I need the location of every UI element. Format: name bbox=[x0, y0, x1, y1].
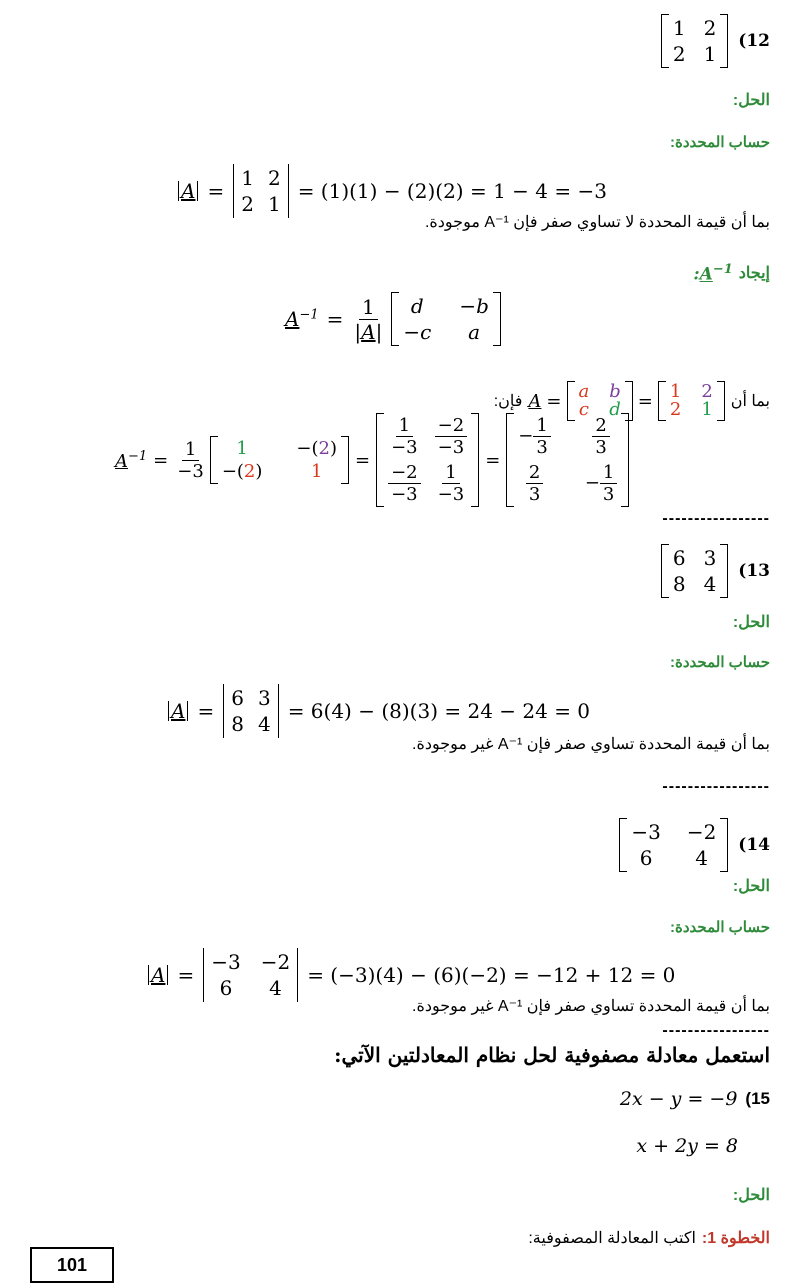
q15-eq1: 2x − y = −9 (15 bbox=[619, 1088, 770, 1110]
q15-step1: الخطوة 1: اكتب المعادلة المصفوفية: bbox=[528, 1230, 770, 1247]
q12-det-label: حساب المحددة: bbox=[669, 134, 770, 151]
q12-solution-label: الحل: bbox=[732, 92, 770, 109]
q12-header bbox=[661, 14, 770, 68]
q12-det-expression: A = 1 2 2 1 = (1)(1) − (2)(2) = 1 − 4 = −3 bbox=[175, 164, 607, 218]
q12-det-note: بما أن قيمة المحددة لا تساوي صفر فإن A⁻¹ موجودة. bbox=[424, 214, 770, 231]
q14-solution-label: الحل: bbox=[732, 878, 770, 895]
page-number: 101 bbox=[30, 1247, 114, 1283]
q14-det-label: حساب المحددة: bbox=[669, 919, 770, 936]
instruction-text: استعمل معادلة مصفوفية لحل نظام المعادلتين الآتي: bbox=[334, 1043, 770, 1067]
separator-2: ----------------- bbox=[662, 778, 770, 795]
q13-solution-label: الحل: bbox=[732, 614, 770, 631]
separator-1: ----------------- bbox=[662, 510, 770, 527]
q12-inverse-formula: $A^{-1}$ = $\frac{1}{|A|}$ d −b −c a bbox=[285, 292, 501, 346]
q13-det-expression: A = 6 3 8 4 = 6(4) − (8)(3) = 24 − 24 = 0 bbox=[165, 684, 590, 738]
q13-det-note: بما أن قيمة المحددة تساوي صفر فإن A⁻¹ غير موجودة. bbox=[412, 736, 770, 753]
q15-solution-label: الحل: bbox=[732, 1187, 770, 1204]
q12-inverse-computation: $A^{-1}$ = $\frac{1}{-3}$ 1 −(2) −(2) 1 = $\frac{1}{-3}$ $\frac{-2}{-3}$ $\frac{-2}{-3}$ $\frac{1}{-3}$ = − $\frac{1}{3}$ $\frac{2}{3}$ $\frac{2}{3}$ − $\frac{1}{3}$ bbox=[115, 413, 629, 507]
q12-since-line: بما أن A = a b c d = 1 2 2 1 فإن: bbox=[493, 381, 770, 420]
q12-find-inverse: إيجاد $:A^{-1}$ bbox=[693, 262, 770, 285]
q13-det-label: حساب المحددة: bbox=[669, 654, 770, 671]
q12-matrix: 1 2 2 1 bbox=[661, 14, 728, 68]
q14-det-note: بما أن قيمة المحددة تساوي صفر فإن A⁻¹ غير موجودة. bbox=[412, 998, 770, 1015]
q14-header: −3 −2 6 4 (14 bbox=[619, 818, 770, 872]
q12-number: (12 bbox=[738, 31, 770, 51]
q13-header: 6 3 8 4 (13 bbox=[661, 544, 770, 598]
q15-eq2: x + 2y = 8 bbox=[636, 1135, 738, 1157]
separator-3: ----------------- bbox=[662, 1022, 770, 1039]
q14-det-expression: A = −3 −2 6 4 = (−3)(4) − (6)(−2) = −12 + 12 = 0 bbox=[145, 948, 675, 1002]
